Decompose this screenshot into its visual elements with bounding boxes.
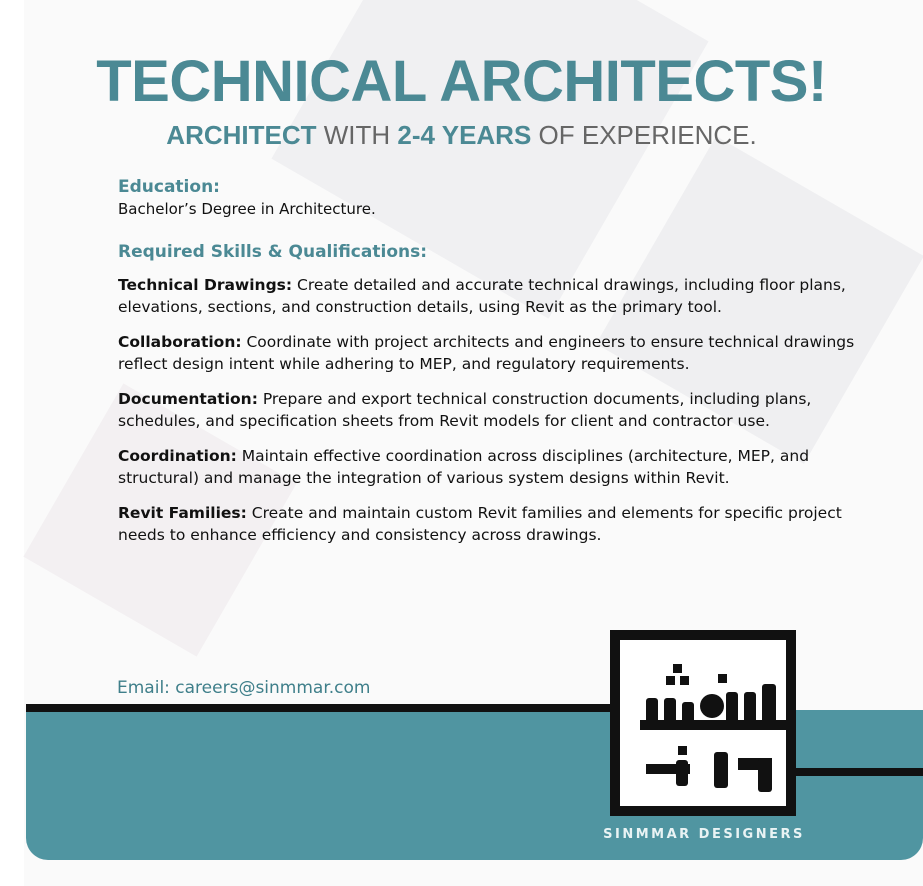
requirements-heading: Required Skills & Qualifications: [118,242,428,262]
skill-text: Create and maintain custom Revit families and elements for specific project needs to enhance efficiency and consistency across drawings. [118,504,842,544]
company-logo [610,630,796,816]
skill-label: Technical Drawings: [118,276,293,294]
page-title: TECHNICAL ARCHITECTS! [96,49,827,114]
skill-text: Coordinate with project architects and engineers to ensure technical drawings reflect design intent while adhering to MEP, and regulatory requirements. [118,333,855,373]
skill-text: Prepare and export technical construction documents, including plans, schedules, and specification sheets from Revit models for client and contractor use. [118,390,812,430]
skill-item [118,445,858,489]
skill-item [118,274,858,318]
skill-text: Maintain effective coordination across disciplines (architecture, MEP, and structural) and manage the integration of various system designs within Revit. [118,447,810,487]
skill-label: Collaboration: [118,333,242,351]
brand-name: SINMMAR DESIGNERS [603,827,805,842]
education-text: Bachelor’s Degree in Architecture. [118,200,376,218]
skill-text: Create detailed and accurate technical drawings, including floor plans, elevations, sections, and construction details, using Revit as the primary tool. [118,276,846,316]
subtitle-tail: OF EXPERIENCE. [531,120,757,150]
skill-label: Revit Families: [118,504,247,522]
contact-email[interactable]: Email: careers@sinmmar.com [117,678,371,698]
divider-line [790,768,923,776]
skill-item [118,388,858,432]
subtitle-years: 2-4 YEARS [397,120,532,150]
skill-item [118,331,858,375]
logo-glyph-icon [620,640,786,806]
subtitle-role: ARCHITECT [166,120,317,150]
page-subtitle [0,120,923,151]
skill-label: Coordination: [118,447,237,465]
skill-item [118,502,858,546]
job-details [118,177,858,546]
education-heading: Education: [118,177,220,197]
divider-line [26,704,616,712]
subtitle-with: WITH [316,120,398,150]
skill-label: Documentation: [118,390,258,408]
